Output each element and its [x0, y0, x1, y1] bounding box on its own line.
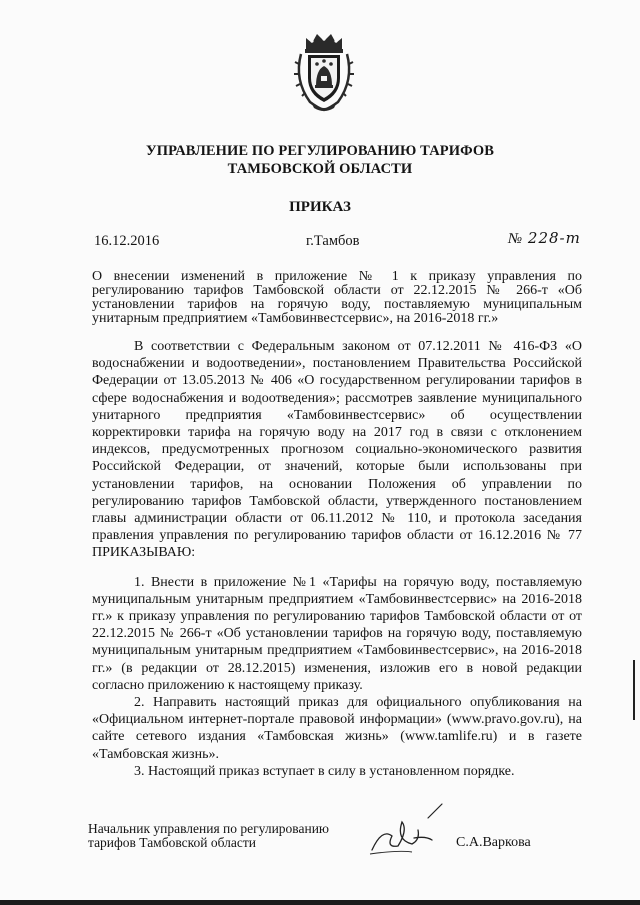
organization-title-line1: УПРАВЛЕНИЕ ПО РЕГУЛИРОВАНИЮ ТАРИФОВ	[145, 143, 495, 159]
signer-position	[88, 822, 329, 850]
handwritten-signature	[368, 800, 448, 858]
preamble-paragraph: В соответствии с Федеральным законом от 07.12.2011 № 416-ФЗ «О водоснабжении и водоотведении», постановлением Правительства Российской Федерации от 13.05.2013 № 406 «О государственном регулировании тарифов в сфере водоснабжения и водоотведения»; рассмотрев заявление муниципального унитарного предприятия «Тамбовинвестсервис» об осуществлении корректировки тарифа на горячую воду на 2017 год в связи с отклонением индексов, предусмотренных прогнозом социально-экономического развития Российской Федерации, от значений, которые были использованы при установлении тарифов, на основании Положения об управлении по регулированию тарифов Тамбовской области, утвержденного постановлением главы администрации области от 06.11.2012 № 110, и протокола заседания правления управления по регулированию тарифов области от 16.12.2016 № 77 ПРИКАЗЫВАЮ:	[92, 339, 582, 561]
scan-bottom-edge	[0, 900, 640, 905]
order-subject: О внесении изменений в приложение № 1 к приказу управления по регулированию тарифов Тамбовской области от 22.12.2015 № 266-т «Об установлении тарифов на горячую воду, поставляемую муниципальным унитарным предприятием «Тамбовинвестсервис», на 2016-2018 гг.»	[92, 269, 582, 326]
order-city: г.Тамбов	[306, 233, 360, 249]
signer-position-line1: Начальник управления по регулированию	[88, 821, 330, 836]
order-item-1: 1. Внести в приложение №1 «Тарифы на горячую воду, поставляемую муниципальным унитарным предприятием «Тамбовинвестсервис» на 2016-2018 гг.» к приказу управления по регулированию тарифов Тамбовской области от от 22.12.2015 № 266-т «Об установлении тарифов на горячую воду, поставляемую муниципальным унитарным предприятием «Тамбовинвестсервис», на 2016-2018 гг.» (в редакции от 28.12.2015) изменения, изложив его в новой редакции согласно приложению к настоящему приказу.	[92, 574, 582, 693]
order-item-3: 3. Настоящий приказ вступает в силу в установленном порядке.	[134, 763, 515, 779]
signer-position-line2: тарифов Тамбовской области	[88, 835, 256, 850]
tambov-coat-of-arms-icon	[292, 30, 356, 112]
number-sign: №	[508, 231, 523, 247]
document-type: ПРИКАЗ	[289, 199, 351, 215]
order-body	[92, 338, 582, 780]
order-date: 16.12.2016	[94, 233, 160, 249]
handwritten-order-number: 228-т	[527, 229, 581, 247]
scan-edge-mark	[633, 660, 635, 720]
organization-title	[0, 142, 640, 178]
signer-name: С.А.Варкова	[456, 835, 531, 850]
order-item-2: 2. Направить настоящий приказ для официального опубликования на «Официальном интернет-портале правовой информации» (www.pravo.gov.ru), на сайте сетевого издания «Тамбовская жизнь» (www.tamlife.ru) и в газете «Тамбовская жизнь».	[92, 695, 582, 762]
organization-title-line2: ТАМБОВСКОЙ ОБЛАСТИ	[227, 161, 413, 177]
order-number	[508, 229, 581, 248]
